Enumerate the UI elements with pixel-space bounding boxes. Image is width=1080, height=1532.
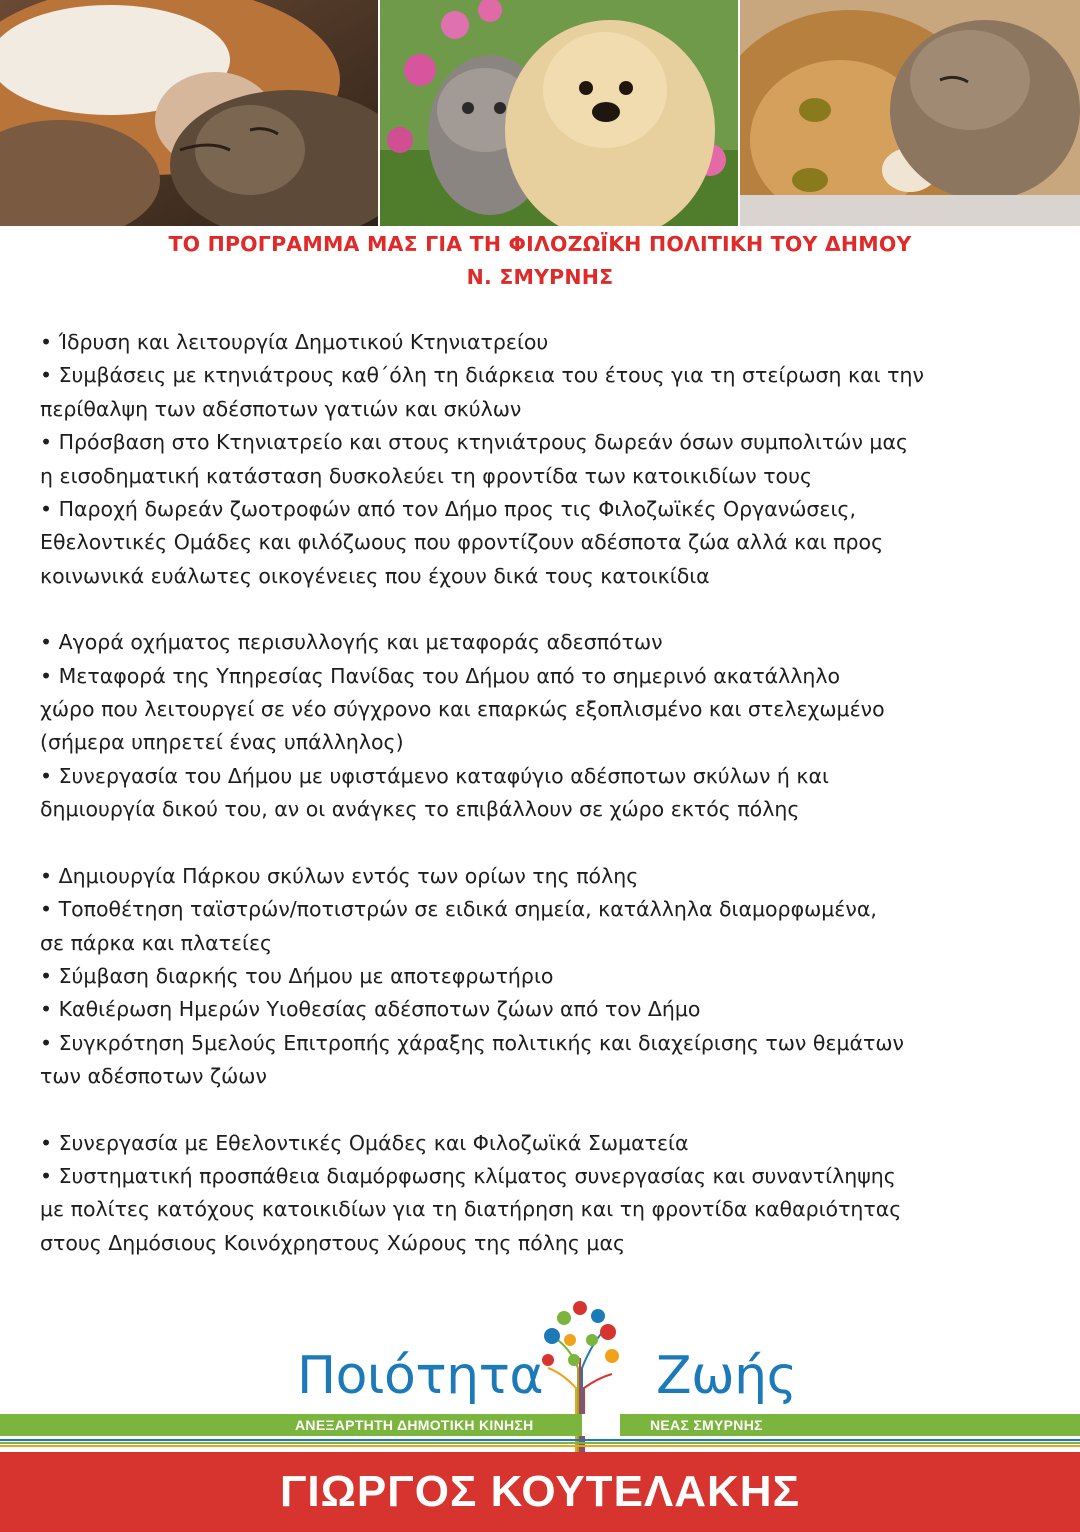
program-item-line: στους Δημόσιους Κοινόχρηστους Χώρους της πόλης μας [40, 1230, 626, 1255]
program-item [40, 1160, 1050, 1260]
tagline-band [0, 1414, 1080, 1436]
program-item-line: • Συστηματική προσπάθεια διαμόρφωσης κλίματος συνεργασίας και συναντίληψης [40, 1163, 896, 1188]
color-stripes [0, 1439, 1080, 1449]
program-item-line: (σήμερα υπηρετεί ένας υπάλληλος) [40, 730, 404, 755]
program-item [40, 493, 1050, 593]
program-item-line: • Σύμβαση διαρκής του Δήμου με αποτεφρωτήριο [40, 963, 554, 988]
program-item [40, 893, 1050, 960]
program-item-line: • Συμβάσεις με κτηνιάτρους καθ΄όλη τη διάρκεια του έτους για τη στείρωση και την [40, 363, 924, 388]
logo-word-right: Ζωής [656, 1346, 797, 1406]
program-group [40, 326, 1050, 593]
program-item [40, 626, 1050, 659]
title-line-1: ΤΟ ΠΡΟΓΡΑΜΜΑ ΜΑΣ ΓΙΑ ΤΗ ΦΙΛΟΖΩΪΚΗ ΠΟΛΙΤΙΚΗ ΤΟΥ ΔΗΜΟΥ [168, 232, 912, 256]
program-list [40, 326, 1050, 1260]
program-item-line: • Καθιέρωση Ημερών Υιοθεσίας αδέσποτων ζώων από τον Δήμο [40, 997, 701, 1022]
program-item-line: σε πάρκα και πλατείες [40, 930, 273, 955]
tagline-right: ΝΕΑΣ ΣΜΥΡΝΗΣ [650, 1417, 763, 1433]
program-title [0, 228, 1080, 294]
program-item-line: των αδέσποτων ζώων [40, 1064, 267, 1089]
title-line-2: Ν. ΣΜΥΡΝΗΣ [466, 265, 614, 289]
program-item-line: • Αγορά οχήματος περισυλλογής και μεταφοράς αδεσπότων [40, 630, 663, 655]
program-item-line: Εθελοντικές Ομάδες και φιλόζωους που φροντίζουν αδέσποτα ζώα αλλά και προς [40, 530, 884, 555]
program-item-line: • Παροχή δωρεάν ζωοτροφών από τον Δήμο προς τις Φιλοζωϊκές Οργανώσεις, [40, 497, 856, 522]
program-group [40, 860, 1050, 1094]
program-item-line: χώρο που λειτουργεί σε νέο σύγχρονο και επαρκώς εξοπλισμένο και στελεχωμένο [40, 697, 885, 722]
program-group [40, 626, 1050, 826]
program-item-line: περίθαλψη των αδέσποτων γατιών και σκύλων [40, 396, 522, 421]
tagline-left: ΑΝΕΞΑΡΤΗΤΗ ΔΗΜΟΤΙΚΗ ΚΙΝΗΣΗ [295, 1417, 534, 1433]
program-item-line: η εισοδηματική κατάσταση δυσκολεύει τη φροντίδα των κατοικιδίων τους [40, 463, 812, 488]
program-item-line: • Πρόσβαση στο Κτηνιατρείο και στους κτηνιάτρους δωρεάν όσων συμπολιτών μας [40, 430, 908, 455]
program-item-line: • Τοποθέτηση ταϊστρών/ποτιστρών σε ειδικά σημεία, κατάλληλα διαμορφωμένα, [40, 897, 877, 922]
program-item [40, 1127, 1050, 1160]
program-item [40, 860, 1050, 893]
program-group [40, 1127, 1050, 1261]
photo-dog-and-cat [0, 0, 378, 226]
program-item [40, 359, 1050, 426]
program-item-line: • Συνεργασία με Εθελοντικές Ομάδες και Φιλοζωϊκά Σωματεία [40, 1130, 689, 1155]
program-item [40, 1027, 1050, 1094]
program-item [40, 960, 1050, 993]
program-item-line: • Δημιουργία Πάρκου σκύλων εντός των ορίων της πόλης [40, 863, 639, 888]
program-item-line: κοινωνικά ευάλωτες οικογένειες που έχουν δικά τους κατοικίδια [40, 563, 710, 588]
header-photo-strip [0, 0, 1080, 226]
photo-cat-and-kitten [740, 0, 1080, 226]
program-item-line: με πολίτες κατόχους κατοικιδίων για τη διατήρηση και τη φροντίδα καθαριότητας [40, 1197, 902, 1222]
program-item-line: • Συνεργασία του Δήμου με υφιστάμενο καταφύγιο αδέσποτων σκύλων ή και [40, 763, 829, 788]
program-item-line: • Συγκρότηση 5μελούς Επιτροπής χάραξης πολιτικής και διαχείρισης των θεμάτων [40, 1030, 904, 1055]
program-item [40, 993, 1050, 1026]
candidate-name: ΓΙΩΡΓΟΣ ΚΟΥΤΕΛΑΚΗΣ [0, 1452, 1080, 1532]
program-item [40, 426, 1050, 493]
program-item [40, 760, 1050, 827]
program-item-line: • Ίδρυση και λειτουργία Δημοτικού Κτηνιατρείου [40, 330, 549, 354]
photo-kitten-and-puppy [378, 0, 740, 226]
program-item [40, 326, 1050, 359]
program-item [40, 660, 1050, 760]
logo-word-left: Ποιότητα [297, 1346, 544, 1406]
program-item-line: δημιουργία δικού του, αν οι ανάγκες το επιβάλλουν σε χώρο εκτός πόλης [40, 797, 800, 822]
footer-branding [0, 1296, 1080, 1532]
program-item-line: • Μεταφορά της Υπηρεσίας Πανίδας του Δήμου από το σημερινό ακατάλληλο [40, 663, 841, 688]
